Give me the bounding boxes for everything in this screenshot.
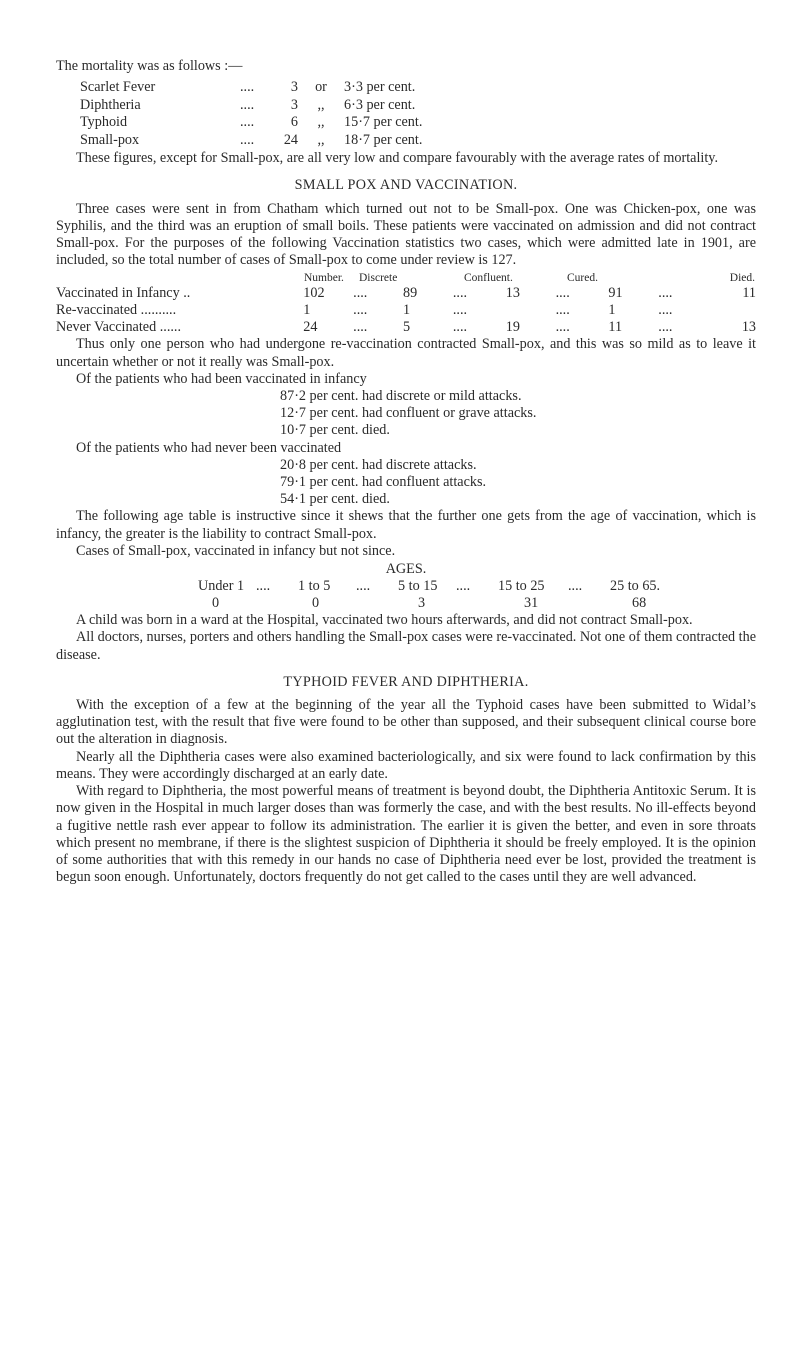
death-rate: 6·3 per cent. (344, 96, 416, 113)
cell-confluent: 19 (505, 319, 520, 336)
never-vaccinated-stat: 20·8 per cent. had discrete attacks. (280, 456, 477, 473)
infancy-stat: 12·7 per cent. had confluent or grave attacks. (280, 405, 537, 422)
mortality-row (80, 79, 756, 97)
death-count: 6 (290, 114, 298, 131)
cell-confluent (506, 302, 556, 319)
leader-dots: .... (658, 285, 673, 302)
age-table-intro: Cases of Small-pox, vaccinated in infancy but not since. (76, 542, 396, 559)
table-row (56, 285, 756, 302)
paragraph: A child was born in a ward at the Hospital, vaccinated two hours afterwards, and did not contract Small-pox. (76, 612, 693, 629)
cell-number: 102 (303, 285, 325, 302)
disease-name: Scarlet Fever (80, 79, 156, 96)
leader-dots: .... (452, 302, 468, 319)
separator: ,, (317, 114, 325, 131)
leader-dots: .... (658, 302, 673, 319)
age-range: 25 to 65. (610, 578, 661, 595)
header-spacer (56, 270, 304, 285)
leader-dots: .... (456, 578, 471, 595)
cell-died: 13 (741, 319, 757, 336)
separator: or (315, 79, 327, 96)
mortality-note: These figures, except for Small-pox, are all very low and compare favourably with the average rates of mortality. (76, 150, 718, 167)
column-header-number: Number. (304, 272, 344, 285)
infancy-stat: 87·2 per cent. had discrete or mild attacks. (280, 388, 522, 405)
separator: ,, (317, 96, 325, 113)
cell-discrete: 89 (403, 285, 418, 302)
age-range: 15 to 25 (498, 578, 545, 595)
leader-dots: .... (240, 131, 255, 148)
age-values-row (198, 595, 756, 612)
disease-name: Typhoid (80, 114, 128, 131)
cell-number: 24 (303, 319, 318, 336)
leader-dots: .... (452, 319, 468, 336)
cell-died: 11 (742, 285, 757, 302)
infancy-intro: Of the patients who had been vaccinated in infancy (76, 370, 367, 387)
cell-cured: 1 (608, 302, 616, 319)
paragraph: All doctors, nurses, porters and others handling the Small-pox cases were re-vaccinated. Not one of them contracted the disease. (56, 629, 756, 663)
column-header-died: Died. (729, 272, 755, 285)
ages-heading: AGES. (385, 561, 427, 578)
leader-dots: .... (256, 578, 271, 595)
age-value: 68 (632, 595, 647, 612)
leader-dots: .... (658, 319, 673, 336)
leader-dots: .... (555, 302, 570, 319)
leader-dots: .... (356, 578, 371, 595)
cell-discrete: 5 (403, 319, 411, 336)
death-rate: 18·7 per cent. (344, 131, 423, 148)
paragraph: Three cases were sent in from Chatham which turned out not to be Small-pox. One was Chicken-pox, one was Syphilis, and the third was an eruption of small boils. These patients were vaccinated on admission and did not contract Small-pox. For the purposes of the following Vaccination statistics two cases, which were admitted late in 1901, are included, so the total number of cases of Small-pox to come under review is 127. (56, 200, 756, 269)
disease-name: Small-pox (80, 131, 140, 148)
mortality-row (80, 97, 756, 115)
death-rate: 3·3 per cent. (344, 79, 416, 96)
death-count: 24 (283, 131, 298, 148)
mortality-row (80, 114, 756, 132)
mortality-row (80, 132, 756, 150)
cell-died (726, 302, 756, 319)
cell-discrete: 1 (403, 302, 411, 319)
table-header-row (56, 270, 756, 285)
table-row (56, 302, 756, 319)
leader-dots: .... (240, 114, 255, 131)
leader-dots: .... (568, 578, 583, 595)
leader-dots: .... (353, 302, 368, 319)
row-label: Vaccinated in Infancy .. (56, 285, 191, 302)
vaccination-table (56, 270, 756, 336)
age-range: 1 to 5 (298, 578, 331, 595)
death-count: 3 (290, 79, 298, 96)
leader-dots: .... (353, 319, 368, 336)
leader-dots: .... (240, 79, 255, 96)
mortality-table (80, 79, 756, 149)
paragraph: Thus only one person who had undergone re-vaccination contracted Small-pox, and this was so mild as to leave it uncertain whether or not it really was Small-pox. (56, 336, 756, 370)
never-vaccinated-stat: 79·1 per cent. had confluent attacks. (280, 474, 487, 491)
never-vaccinated-stat: 54·1 per cent. died. (280, 491, 390, 508)
age-value: 3 (418, 595, 426, 612)
age-range: Under 1 (198, 578, 245, 595)
column-header-discrete: Discrete (359, 272, 398, 285)
column-header-confluent: Confluent. (464, 272, 513, 285)
leader-dots: .... (555, 285, 570, 302)
leader-dots: .... (555, 319, 570, 336)
cell-confluent: 13 (505, 285, 520, 302)
mortality-intro: The mortality was as follows :— (56, 58, 243, 74)
section-heading-typhoid: TYPHOID FEVER AND DIPHTHERIA. (283, 673, 529, 690)
row-label: Re-vaccinated .......... (56, 302, 177, 319)
leader-dots: .... (240, 96, 255, 113)
age-ranges-row (198, 578, 756, 595)
table-row (56, 319, 756, 336)
column-header-cured: Cured. (567, 272, 598, 285)
paragraph: The following age table is instructive since it shews that the further one gets from the age of vaccination, which is infancy, the greater is the liability to contract Small-pox. (56, 508, 756, 542)
infancy-stat: 10·7 per cent. died. (280, 422, 390, 439)
disease-name: Diphtheria (80, 96, 141, 113)
age-value: 0 (312, 595, 320, 612)
row-label: Never Vaccinated ...... (56, 319, 182, 336)
cell-cured: 11 (608, 319, 623, 336)
age-value: 0 (212, 595, 220, 612)
paragraph: With the exception of a few at the beginning of the year all the Typhoid cases have been submitted to Widal’s agglutination test, with the result that five were found to be other than supposed, and their subsequent clinical course bore out the alteration in diagnosis. (56, 697, 756, 748)
leader-dots: .... (452, 285, 468, 302)
death-count: 3 (290, 96, 298, 113)
death-rate: 15·7 per cent. (344, 114, 423, 131)
cell-cured: 91 (608, 285, 623, 302)
page-content (56, 58, 756, 886)
separator: ,, (317, 131, 325, 148)
age-range: 5 to 15 (398, 578, 438, 595)
never-vaccinated-intro: Of the patients who had never been vaccinated (76, 439, 342, 456)
cell-number: 1 (303, 302, 311, 319)
paragraph: Nearly all the Diphtheria cases were also examined bacteriologically, and six were found to lack confirmation by this means. They were accordingly discharged at an early date. (56, 748, 756, 782)
leader-dots: .... (353, 285, 368, 302)
age-value: 31 (524, 595, 539, 612)
section-heading-smallpox: SMALL POX AND VACCINATION. (294, 177, 518, 194)
paragraph: With regard to Diphtheria, the most powerful means of treatment is beyond doubt, the Diphtheria Antitoxic Serum. It is now given in the Hospital in much larger doses than was formerly the case, and with the best results. No ill-effects beyond a fugitive nettle rash ever appear to follow its administration. The earlier it is given the better, and even in sore throats which present no membrane, if there is the slightest suspicion of Diphtheria it should be freely employed. It is the opinion of some authorities that with this remedy in our hands no case of Diphtheria need ever be lost, provided the treatment is begun soon enough. Unfortunately, doctors frequently do not get called to the cases until they are well advanced. (56, 783, 756, 886)
